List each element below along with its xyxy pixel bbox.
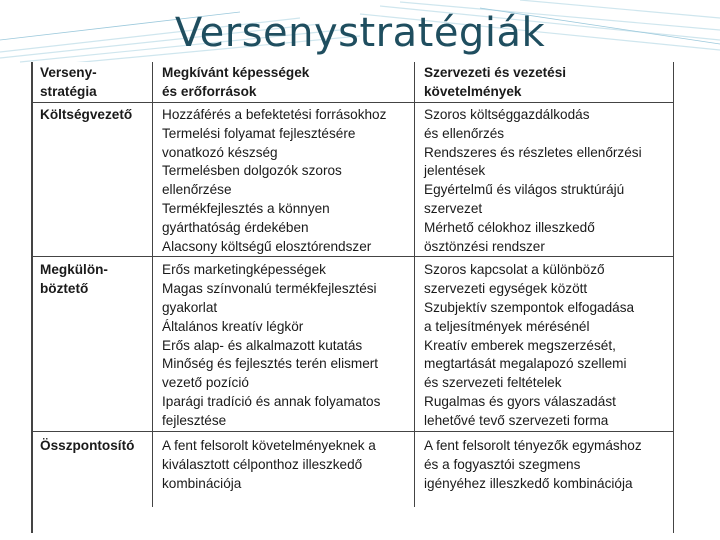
row-strategy-cost-leader: [31, 103, 153, 257]
resource-line: Általános kreatív légkör: [162, 318, 304, 334]
requirement-line: Szubjektív szempontok elfogadása: [424, 299, 635, 315]
strategy-line: Összpontosító: [40, 438, 135, 454]
requirement-line: szervezeti egységek között: [424, 281, 588, 297]
requirement-line: igényéhez illeszkedő kombinációja: [424, 475, 633, 491]
header-line: Megkívánt képességek: [162, 65, 310, 80]
header-line: és erőforrások: [162, 83, 257, 99]
row-requirements-differentiation: [415, 257, 675, 432]
resource-line: A fent felsorolt követelményeknek a: [162, 438, 376, 454]
resource-line: Hozzáférés a befektetési forrásokhoz: [162, 107, 387, 122]
resource-line: Erős marketingképességek: [162, 262, 326, 278]
resource-line: kiválasztott célponthoz illeszkedő: [162, 457, 363, 473]
resource-line: gyárthatóság érdekében: [162, 219, 309, 235]
resource-line: Alacsony költségű elosztórendszer: [162, 238, 372, 254]
requirement-line: jelentések: [424, 163, 486, 179]
requirement-line: ösztönzési rendszer: [424, 238, 545, 254]
header-line: Verseny-: [40, 65, 97, 80]
requirement-line: Rugalmas és gyors válaszadást: [424, 393, 616, 409]
row-resources-differentiation: [153, 257, 415, 432]
strategy-line: böztető: [40, 281, 89, 297]
row-resources-focus: [153, 432, 415, 508]
requirement-line: lehetővé tevő szervezeti forma: [424, 412, 609, 428]
header-resources: [153, 62, 415, 103]
requirement-line: Szoros kapcsolat a különböző: [424, 262, 605, 278]
requirement-line: megtartását megalapozó szellemi: [424, 356, 627, 372]
strategy-line: Költségvezető: [40, 107, 133, 122]
row-requirements-cost-leader: [415, 103, 675, 257]
resource-line: Minőség és fejlesztés terén elismert: [162, 356, 379, 372]
requirement-line: és szervezeti feltételek: [424, 375, 562, 391]
header-line: Szervezeti és vezetési: [424, 65, 567, 80]
requirement-line: Szoros költséggazdálkodás: [424, 107, 590, 122]
requirement-line: Rendszeres és részletes ellenőrzési: [424, 144, 642, 160]
header-requirements: [415, 62, 675, 103]
resource-line: vonatkozó készség: [162, 144, 278, 160]
row-resources-cost-leader: [153, 103, 415, 257]
resource-line: gyakorlat: [162, 299, 218, 315]
requirement-line: Egyértelmű és világos struktúrájú: [424, 182, 625, 198]
resource-line: Magas színvonalú termékfejlesztési: [162, 281, 377, 297]
requirement-line: és a fogyasztói szegmens: [424, 457, 581, 473]
row-strategy-differentiation: [31, 257, 153, 432]
table-row: [31, 257, 674, 432]
requirement-line: a teljesítmények mérésénél: [424, 318, 590, 334]
header-line: követelmények: [424, 83, 522, 99]
row-requirements-focus: [415, 432, 675, 508]
resource-line: ellenőrzése: [162, 182, 232, 198]
table-row: [31, 432, 674, 508]
resource-line: kombinációja: [162, 475, 242, 491]
requirement-line: szervezet: [424, 200, 483, 216]
resource-line: Termelésben dolgozók szoros: [162, 163, 342, 179]
resource-line: Termékfejlesztés a könnyen: [162, 200, 330, 216]
resource-line: Termelési folyamat fejlesztésére: [162, 125, 356, 141]
requirement-line: Mérhető célokhoz illeszkedő: [424, 219, 595, 235]
header-strategy: [31, 62, 153, 103]
header-line: stratégia: [40, 83, 97, 99]
requirement-line: és ellenőrzés: [424, 125, 505, 141]
strategy-table-image: [31, 62, 674, 533]
strategy-line: Megkülön-: [40, 262, 108, 278]
table-row: [31, 103, 674, 257]
resource-line: Iparági tradíció és annak folyamatos: [162, 393, 381, 409]
resource-line: Erős alap- és alkalmazott kutatás: [162, 337, 363, 353]
requirement-line: A fent felsorolt tényezők egymáshoz: [424, 438, 642, 454]
table-header-row: [31, 62, 674, 103]
row-strategy-focus: [31, 432, 153, 508]
resource-line: vezető pozíció: [162, 375, 249, 391]
resource-line: fejlesztése: [162, 412, 227, 428]
strategy-table: [31, 62, 674, 507]
requirement-line: Kreatív emberek megszerzését,: [424, 337, 616, 353]
slide-title: Versenystratégiák: [174, 10, 546, 56]
